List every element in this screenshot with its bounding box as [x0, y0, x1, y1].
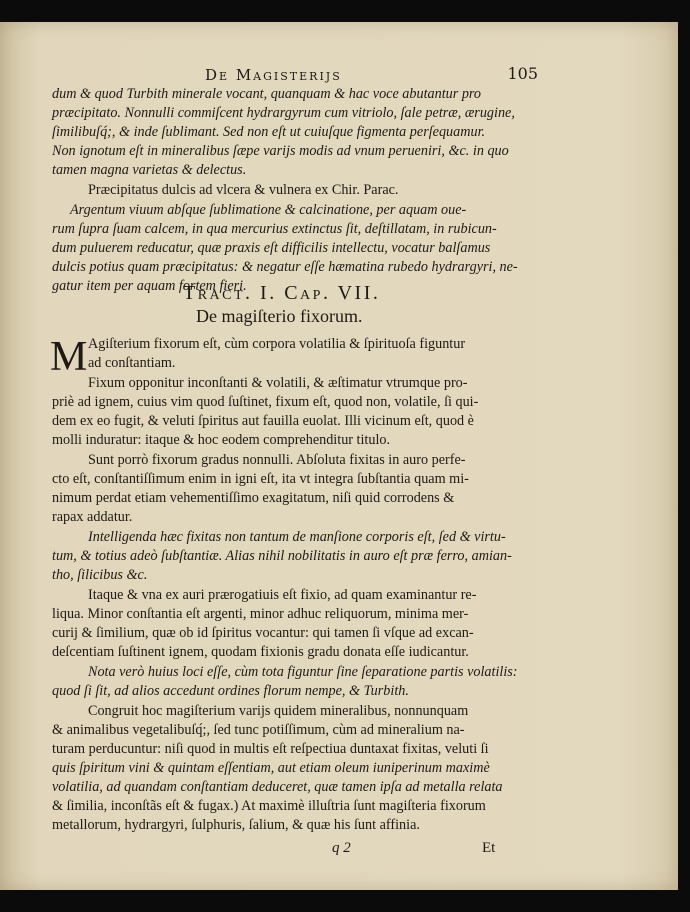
text-line: molli induratur: itaque & hoc eodem comprehenditur titulo.: [52, 432, 391, 448]
text-line: Non ignotum eſt in mineralibus ſæpe varijs modis ad vnum perueniri, &c. in quo: [52, 143, 509, 159]
text-line: quod ſi ſit, ad alios accedunt ordines florum nempe, & Turbith.: [52, 683, 409, 699]
text-line: dum puluerem reducatur, quæ praxis eſt difficilis intellectu, vocatur balſamus: [52, 240, 491, 256]
text-line: Præcipitatus dulcis ad vlcera & vulnera ex Chir. Parac.: [88, 182, 399, 198]
section-subtitle: De magiſterio fixorum.: [196, 306, 363, 326]
text-line: Fixum opponitur inconſtanti & volatili, & æſtimatur vtrumque pro-: [88, 375, 468, 391]
page-number: 105: [507, 64, 538, 83]
text-line: & animalibus vegetalibuſq́;, ſed tunc potiſſimum, cùm ad mineralium na-: [52, 722, 465, 738]
text-line: volatilia, ad quandam conſtantiam deduceret, quæ tamen ipſa ad metalla relata: [52, 779, 503, 795]
text-line: Nota verò huius loci eſſe, cùm tota figuntur ſine ſeparatione partis volatilis:: [88, 664, 518, 680]
text-line: Sunt porrò fixorum gradus nonnulli. Abſoluta fixitas in auro perfe-: [88, 452, 466, 468]
text-line: nimum perdat etiam vehementiſſimo exagitatum, niſi quid corrodens &: [52, 490, 455, 506]
text-line: rapax addatur.: [52, 509, 133, 525]
text-line: gatur item per aquam fortem fieri.: [52, 278, 247, 294]
text-line: ad conſtantiam.: [88, 355, 176, 371]
text-line: priè ad ignem, cuius vim quod ſuſtinet, fixum eſt, quod non, volatile, ſi qui-: [52, 394, 479, 410]
signature-mark: q 2: [332, 840, 351, 856]
catchword: Et: [482, 840, 496, 856]
text-line: liqua. Minor conſtantia eſt argenti, minor adhuc reliquorum, minima mer-: [52, 606, 469, 622]
text-line: turam perducuntur: niſi quod in multis eſt reſpectiua duntaxat fixitas, veluti ſi: [52, 741, 489, 757]
text-line: præcipitato. Nonnulli commiſcent hydrargyrum cum vitriolo, ſale petræ, ærugine,: [52, 105, 515, 121]
running-title: De Magisterijs: [205, 66, 342, 84]
text-line: metallorum, hydrargyri, ſulphuris, ſalium, & quæ his ſunt affinia.: [52, 817, 420, 833]
text-line: Itaque & vna ex auri prærogatiuis eſt fixio, ad quam examinantur re-: [88, 587, 477, 603]
text-line: dem ex eo fugit, & veluti ſpiritus aut fauilla euolat. Illi vicinum eſt, quod è: [52, 413, 474, 429]
text-line: Congruit hoc magiſterium varijs quidem mineralibus, nonnunquam: [88, 703, 469, 719]
text-line: dulcis potius quam præcipitatus: & negatur eſſe hæmatina rubedo hydrargyri, ne-: [52, 259, 518, 275]
text-line: dum & quod Turbith minerale vocant, quanquam & hac voce abutantur pro: [52, 86, 482, 102]
text-line: tho, ſilicibus &c.: [52, 567, 148, 583]
text-line: deſcentiam ſuſtinent ignem, quodam fixionis gradu donata eſſe iudicantur.: [52, 644, 469, 660]
text-line: Argentum viuum abſque ſublimatione & calcinatione, per aquam oue-: [70, 202, 467, 218]
text-line: & ſimilia, inconſtãs eſt & fugax.) At maximè illuſtria ſunt magiſteria fixorum: [52, 798, 486, 814]
text-line: curij & ſimilium, quæ ob id ſpiritus vocantur: qui tamen ſi vſque ad excan-: [52, 625, 474, 641]
text-line: ſimilibuſq́;, & inde ſublimant. Sed non eſt ut cuiuſque figmenta perſequamur.: [52, 124, 486, 140]
drop-cap: M: [50, 334, 88, 380]
text-line: tamen magna varietas & delectus.: [52, 162, 247, 178]
text-line: rum ſupra ſuam calcem, in qua mercurius extinctus ſit, deſtillatam, in rubicun-: [52, 221, 497, 237]
text-line: tum, & totius adeò ſubſtantiæ. Alias nihil nobilitatis in auro eſt præ ferro, amian-: [52, 548, 512, 564]
text-line: quis ſpiritum vini & quintam eſſentiam, aut etiam oleum iuniperinum maximè: [52, 760, 490, 776]
section-title: Tract. I. Cap. VII.: [183, 282, 381, 304]
text-line: Intelligenda hæc fixitas non tantum de manſione corporis eſt, ſed & virtu-: [88, 529, 506, 545]
text-line: Agiſterium fixorum eſt, cùm corpora volatilia & ſpirituoſa figuntur: [88, 336, 466, 352]
text-line: cto eſt, conſtantiſſimum enim in igni eſt, ita vt integra ſubſtantia quam mi-: [52, 471, 469, 487]
